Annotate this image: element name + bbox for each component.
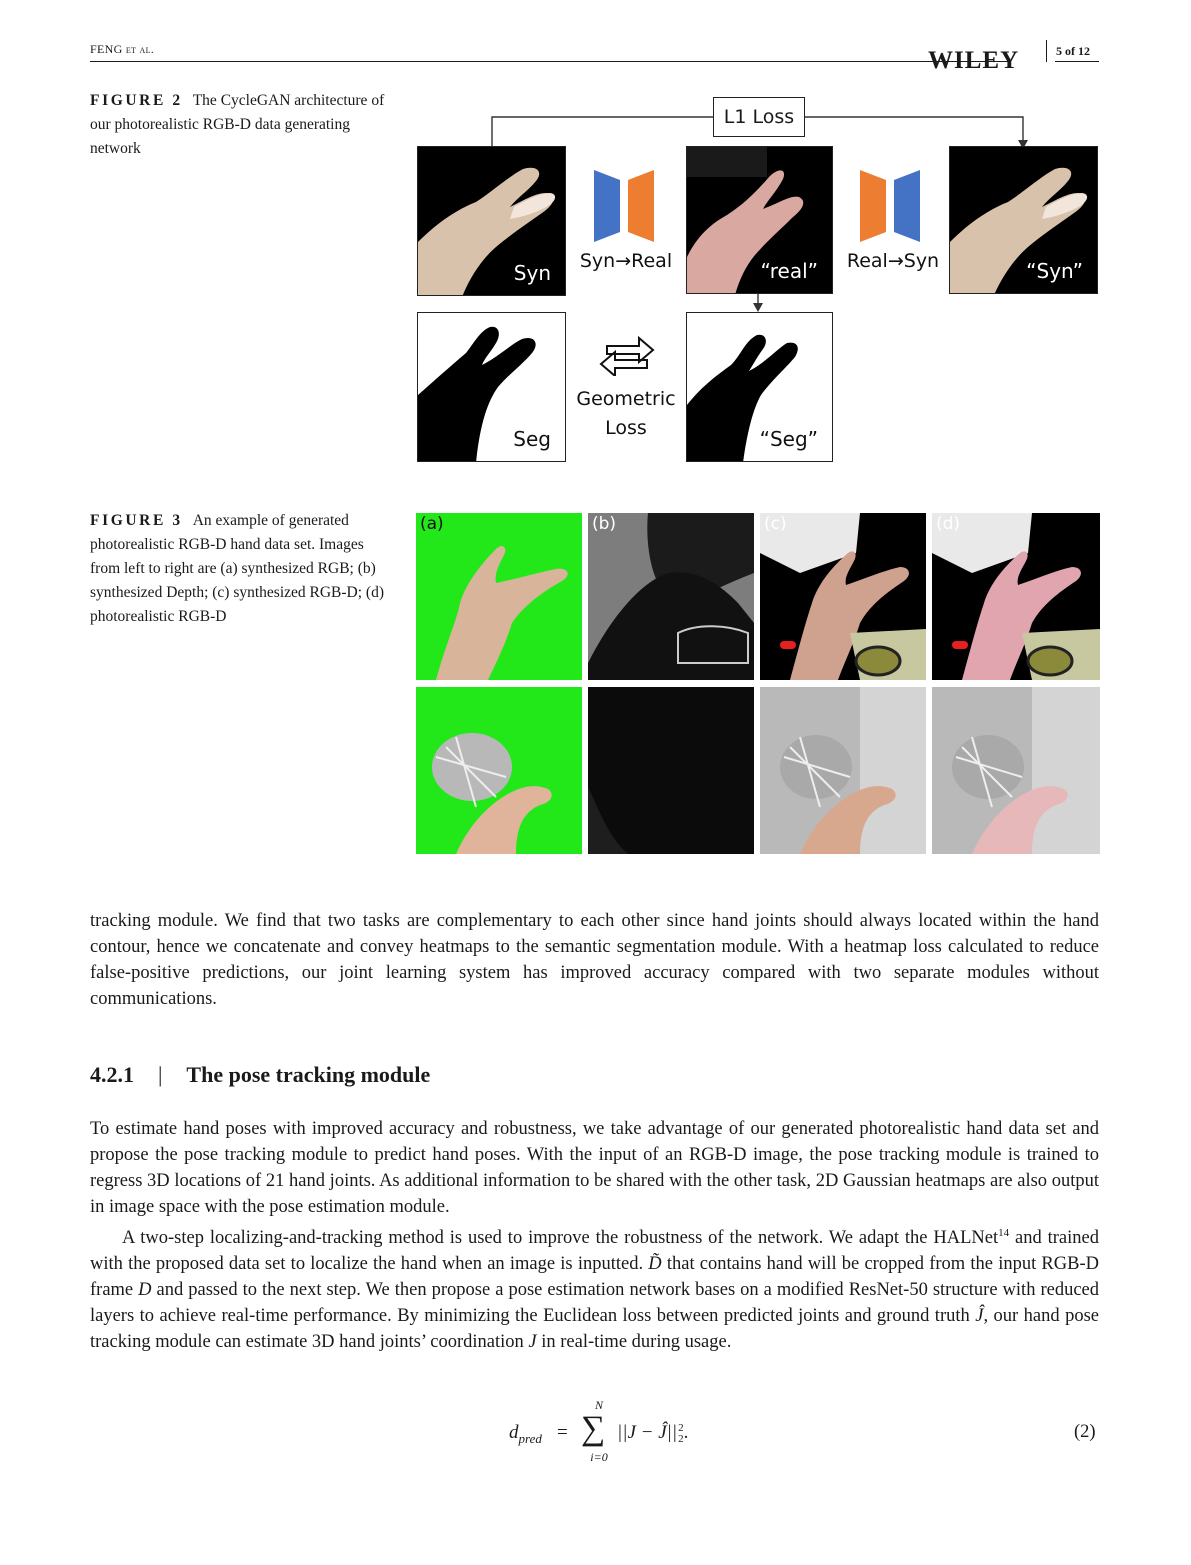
norm-subscript: 2 xyxy=(678,1432,684,1445)
running-head: FENG et al. xyxy=(90,42,155,56)
section-number: 4.2.1 xyxy=(90,1062,134,1087)
header-divider xyxy=(1046,40,1047,62)
figure-3-caption-text: An example of generated photorealistic RGB-D hand data set. Images from left to right are (a) synthesized RGB; (b) synthesized Depth; (c) synthesized RGB-D; (d) photorealistic RGB-D xyxy=(90,512,385,625)
panel-seg-output xyxy=(686,312,833,462)
figure-2-caption xyxy=(90,89,390,161)
panel-label-d: (d) xyxy=(936,514,961,534)
synthesized-rgbd-image xyxy=(760,513,926,680)
p3-text-4: and passed to the next step. We then propose a pose estimation network bases on a modified ResNet-50 structure with reduced layers to achieve real-time performance. By minimizing the Euclidean loss between predicted joints and ground truth xyxy=(90,1280,1100,1327)
generator-syn-to-real xyxy=(592,170,660,242)
publisher-logo: WILEY xyxy=(928,47,1020,74)
sum-upper-limit: N xyxy=(594,1398,603,1412)
p3-text-5: , our hand pose tracking module can estimate 3D hand joints’ coordination xyxy=(90,1306,1099,1353)
figure-3-caption xyxy=(90,509,390,629)
geometric-loss-line-1: Geometric xyxy=(576,388,676,410)
paragraph-continuation: tracking module. We find that two tasks are complementary to each other since hand joints should always located within the hand contour, hence we concatenate and convey heatmaps to the semantic segmentation module. With a heatmap loss calculated to reduce false-positive predictions, our joint learning system has improved accuracy compared with two separate modules without communications. xyxy=(90,911,1099,1009)
panel-seg-output-label: “Seg” xyxy=(759,427,818,451)
syn-to-real-label: Syn→Real xyxy=(579,250,673,272)
cell-a-bottom xyxy=(416,687,582,854)
figure-3-label: FIGURE 3 xyxy=(90,512,183,529)
geometric-loss-label xyxy=(566,385,686,443)
section-heading xyxy=(90,1062,430,1088)
cell-a-top xyxy=(416,513,582,680)
section-title: The pose tracking module xyxy=(186,1062,431,1087)
synthesized-depth-image xyxy=(588,513,754,680)
panel-syn xyxy=(417,146,566,296)
l1-loss-box: L1 Loss xyxy=(713,97,805,137)
panel-syn-label: Syn xyxy=(513,261,551,285)
symbol-d-tilde: D̃ xyxy=(648,1254,662,1275)
synthesized-rgbd-with-object xyxy=(760,687,926,854)
panel-syn-output-label: “Syn” xyxy=(1026,259,1083,283)
synthesized-rgb-hand-with-object xyxy=(416,687,582,854)
double-arrow-icon xyxy=(597,336,657,376)
equation-equals: = xyxy=(557,1422,568,1443)
cell-d-top xyxy=(932,513,1100,680)
generator-real-to-syn xyxy=(858,170,926,242)
photorealistic-rgbd-with-object xyxy=(932,687,1100,854)
norm-superscript: 2 xyxy=(678,1421,684,1434)
panel-label-b: (b) xyxy=(592,514,617,534)
panel-syn-output xyxy=(949,146,1098,294)
figure-2-label: FIGURE 2 xyxy=(90,92,183,109)
page-number: 5 of 12 xyxy=(1056,44,1090,58)
citation-14: 14 xyxy=(998,1227,1010,1239)
synthesized-depth-with-object xyxy=(588,687,754,854)
symbol-j-hat: Ĵ xyxy=(975,1306,984,1327)
panel-seg-label: Seg xyxy=(513,427,551,451)
cell-c-top xyxy=(760,513,926,680)
panel-real xyxy=(686,146,833,294)
p3-text-3: that contains hand will be cropped from the input RGB-D frame xyxy=(90,1254,1099,1301)
panel-real-label: “real” xyxy=(760,259,818,283)
equation-body xyxy=(617,1422,688,1445)
geometric-loss-line-2: Loss xyxy=(605,417,647,439)
equation-number: (2) xyxy=(1074,1422,1096,1442)
paragraph-localizing-tracking xyxy=(90,1220,1099,1355)
page-number-underline xyxy=(1055,61,1099,62)
figure-2 xyxy=(416,94,1100,464)
header-rule xyxy=(90,61,1008,62)
equation-2 xyxy=(505,1398,705,1464)
real-to-syn-label: Real→Syn xyxy=(846,250,940,272)
section-separator: | xyxy=(158,1062,163,1087)
equation-period: . xyxy=(683,1422,689,1443)
figure-3 xyxy=(416,513,1100,854)
cell-b-top xyxy=(588,513,754,680)
p3-text-6: in real-time during usage. xyxy=(536,1332,732,1353)
p3-text-2: and trained with the proposed data set to localize the hand when an image is inputted. xyxy=(90,1228,1099,1275)
panel-label-c: (c) xyxy=(764,514,787,534)
lhs-subscript: pred xyxy=(518,1430,542,1446)
symbol-j: J xyxy=(528,1332,537,1353)
lhs-symbol: d xyxy=(509,1422,519,1443)
photorealistic-rgbd-image xyxy=(932,513,1100,680)
cell-b-bottom xyxy=(588,687,754,854)
summation-sign: ∑ xyxy=(581,1410,606,1447)
symbol-d: D xyxy=(138,1280,152,1301)
norm-expression: ||J − Ĵ|| xyxy=(617,1422,678,1443)
figure-2-caption-text: The CycleGAN architecture of our photorealistic RGB-D data generating network xyxy=(90,92,385,157)
cell-d-bottom xyxy=(932,687,1100,854)
sum-lower-limit: i=0 xyxy=(590,1450,608,1464)
panel-seg xyxy=(417,312,566,462)
equation-lhs xyxy=(509,1422,542,1447)
p3-text-1: A two-step localizing-and-tracking method is used to improve the robustness of the network. We adapt the HALNet xyxy=(122,1228,999,1249)
cell-c-bottom xyxy=(760,687,926,854)
paragraph-pose-tracking-intro: To estimate hand poses with improved accuracy and robustness, we take advantage of our generated photorealistic hand data set and propose the pose tracking module to predict hand poses. With the input of an RGB-D image, the pose tracking module is trained to regress 3D locations of 21 hand joints. As additional information to be shared with the other task, 2D Gaussian heatmaps are also output in image space with the pose estimation module. xyxy=(90,1119,1099,1217)
panel-label-a: (a) xyxy=(420,514,444,534)
synthesized-rgb-hand xyxy=(416,513,582,680)
